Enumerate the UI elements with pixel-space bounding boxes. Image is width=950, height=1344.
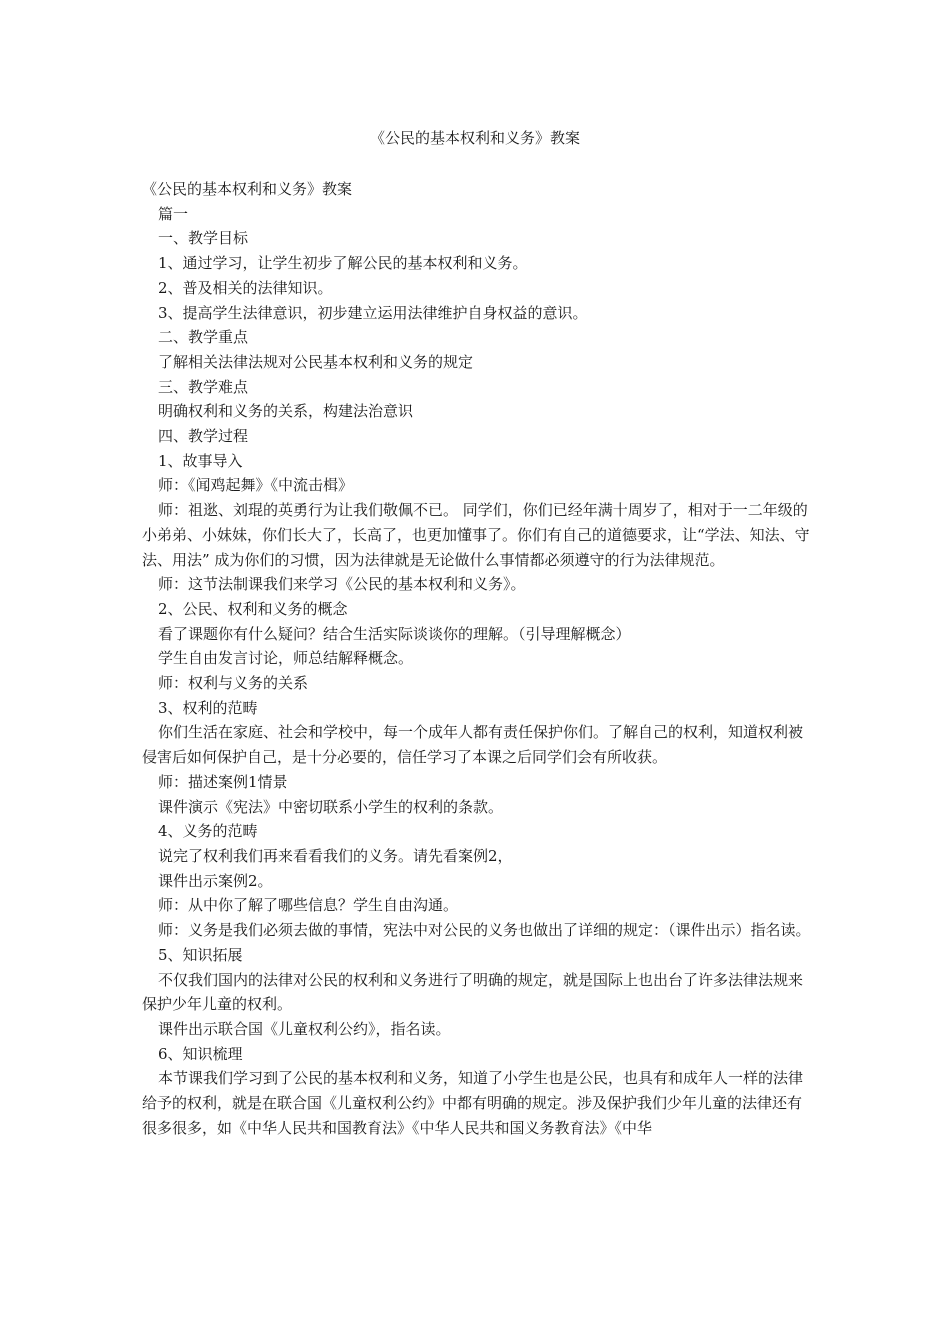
- paragraph-line: 不仅我们国内的法律对公民的权利和义务进行了明确的规定，就是国际上也出台了许多法律法规来保护少年儿童的权利。: [142, 970, 804, 1014]
- paragraph-line: 《公民的基本权利和义务》教案: [142, 180, 353, 198]
- paragraph-line: 6、知识梳理: [158, 1044, 243, 1063]
- paragraph-line: 看了课题你有什么疑问？结合生活实际谈谈你的理解。（引导理解概念）: [158, 624, 631, 643]
- paragraph-line: 学生自由发言讨论，师总结解释概念。: [158, 649, 414, 668]
- paragraph-line: 2、公民、权利和义务的概念: [158, 599, 348, 618]
- paragraph-line: 师：描述案例1情景: [158, 772, 288, 791]
- paragraph-line: 1、通过学习，让学生初步了解公民的基本权利和义务。: [158, 254, 528, 273]
- paragraph-line: 本节课我们学习到了公民的基本权利和义务，知道了小学生也是公民，也具有和成年人一样的法律给予的权利，就是在联合国《儿童权利公约》中都有明确的规定。涉及保护我们少年儿童的法律还有很多很多，如《中华人民共和国教育法》《中华人民共和国义务教育法》《中华: [142, 1069, 804, 1137]
- paragraph-line: 师：从中你了解了哪些信息？学生自由沟通。: [158, 896, 459, 915]
- paragraph-line: 一、教学目标: [158, 229, 249, 248]
- paragraph-line: 四、教学过程: [158, 427, 249, 446]
- paragraph-line: 课件演示《宪法》中密切联系小学生的权利的条款。: [158, 797, 504, 816]
- paragraph-line: 课件出示联合国《儿童权利公约》，指名读。: [158, 1019, 451, 1038]
- paragraph-line: 你们生活在家庭、社会和学校中，每一个成年人都有责任保护你们。了解自己的权利，知道权利被侵害后如何保护自己，是十分必要的，信任学习了本课之后同学们会有所收获。: [142, 723, 804, 767]
- paragraph-line: 4、义务的范畴: [158, 822, 258, 841]
- paragraph-line: 3、提高学生法律意识，初步建立运用法律维护自身权益的意识。: [158, 303, 588, 322]
- paragraph-line: 师：这节法制课我们来学习《公民的基本权利和义务》。: [158, 575, 526, 594]
- paragraph-line: 师：《闻鸡起舞》《中流击楫》: [158, 476, 354, 495]
- paragraph-line: 明确权利和义务的关系，构建法治意识: [158, 402, 414, 421]
- paragraph-line: 说完了权利我们再来看看我们的义务。请先看案例2，: [158, 846, 513, 865]
- paragraph-line: 二、教学重点: [158, 328, 249, 347]
- paragraph-line: 5、知识拓展: [158, 945, 243, 964]
- paragraph-line: 了解相关法律法规对公民基本权利和义务的规定: [158, 352, 474, 371]
- paragraph-line: 1、故事导入: [158, 451, 243, 470]
- paragraph-line: 师：祖逖、刘琨的英勇行为让我们敬佩不已。 同学们，你们已经年满十周岁了，相对于一二年级的小弟弟、小妹妹，你们长大了，长高了，也更加懂事了。你们有自己的道德要求，让“学法、知法、守法、用法” 成为你们的习惯，因为法律就是无论做什么事情都必须遵守的行为法律规范。: [142, 501, 810, 569]
- document-title: 《公民的基本权利和义务》教案: [369, 129, 580, 147]
- paragraph-line: 师：义务是我们必须去做的事情，宪法中对公民的义务也做出了详细的规定：（课件出示）指名读。: [158, 921, 811, 940]
- paragraph-line: 3、权利的范畴: [158, 698, 258, 717]
- paragraph-line: 篇一: [158, 204, 189, 223]
- document-body: [142, 177, 812, 1140]
- paragraph-line: 2、普及相关的法律知识。: [158, 278, 333, 297]
- paragraph-line: 三、教学难点: [158, 377, 249, 396]
- paragraph-line: 师：权利与义务的关系: [158, 674, 309, 693]
- paragraph-line: 课件出示案例2。: [158, 871, 273, 890]
